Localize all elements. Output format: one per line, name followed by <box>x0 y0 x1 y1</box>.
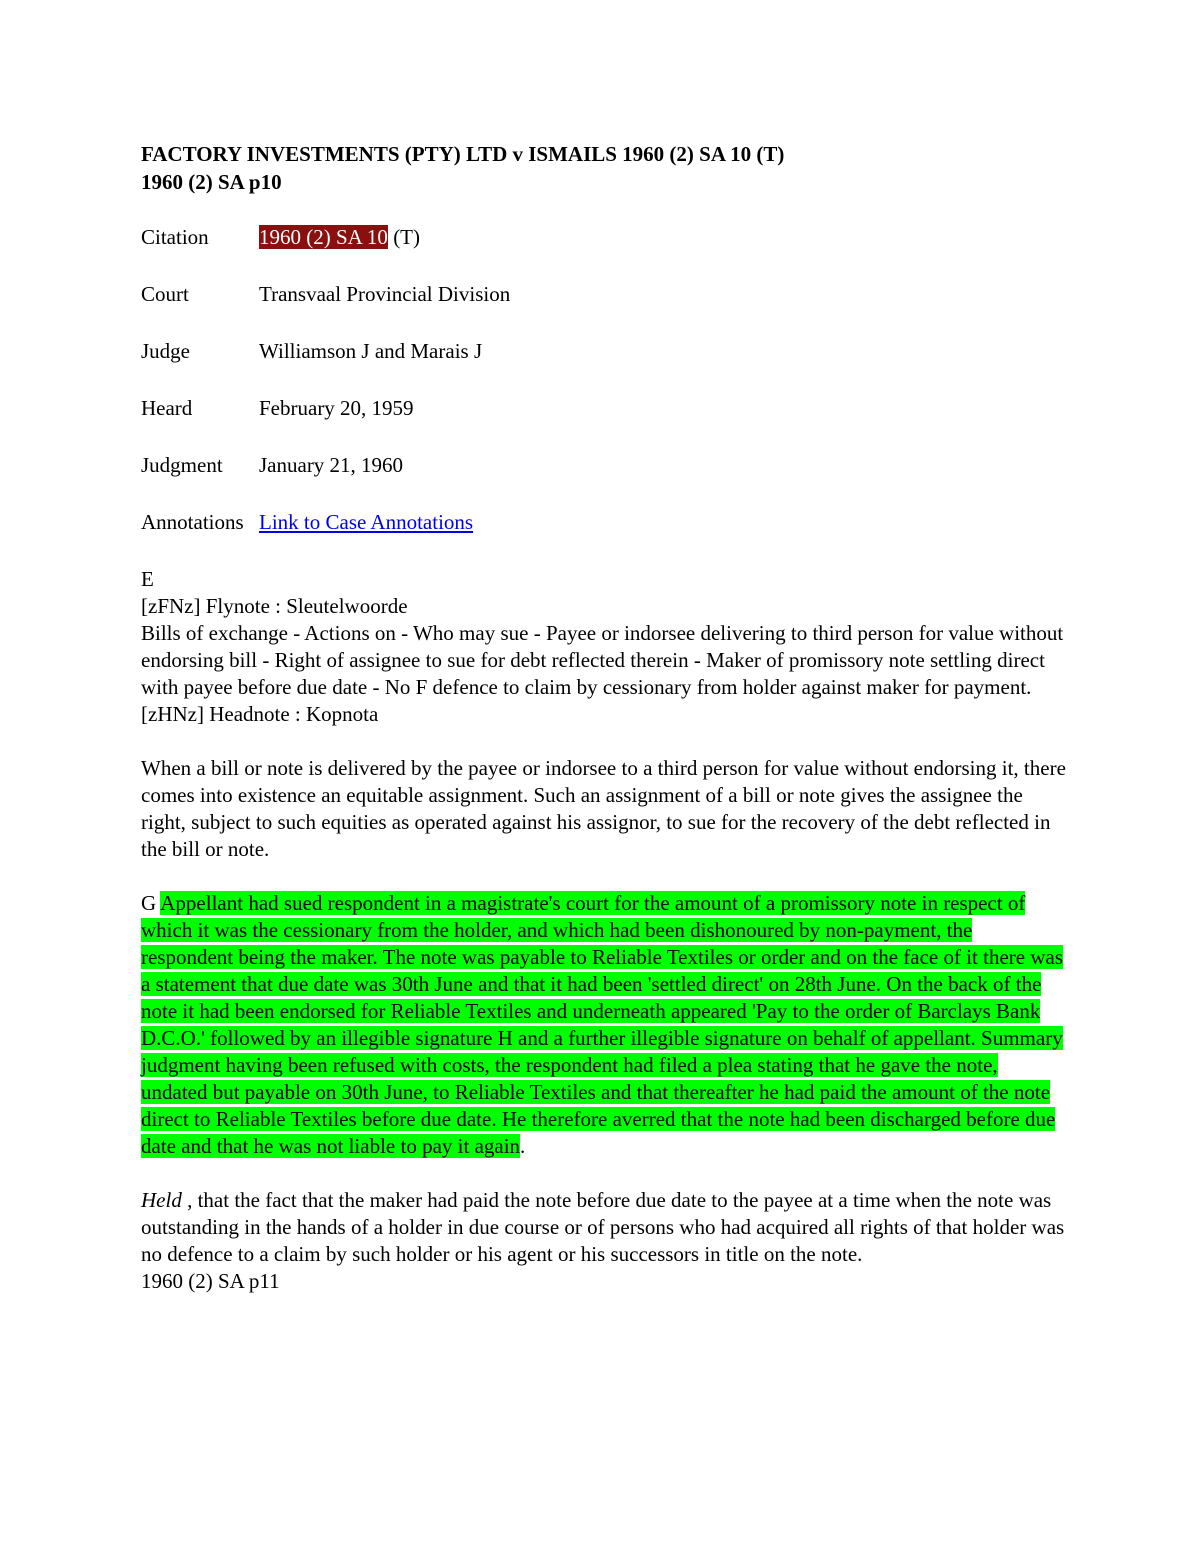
court-row <box>141 281 1066 338</box>
held-paragraph <box>141 1187 1066 1268</box>
margin-marker-g: G <box>141 891 161 915</box>
judge-value: Williamson J and Marais J <box>259 339 483 363</box>
margin-marker-e: E <box>141 567 154 591</box>
citation-suffix: (T) <box>387 225 421 249</box>
case-title <box>141 140 1066 196</box>
judgment-row <box>141 452 1066 509</box>
case-metadata <box>141 224 1066 566</box>
spacer <box>141 728 1066 755</box>
citation-label: Citation <box>141 225 209 249</box>
case-annotations-link[interactable]: Link to Case Annotations <box>259 510 474 534</box>
spacer <box>141 1160 1066 1187</box>
annotations-label: Annotations <box>141 510 244 534</box>
judgment-label: Judgment <box>141 453 223 477</box>
document-page <box>141 140 1066 1295</box>
heard-row <box>141 395 1066 452</box>
judge-label: Judge <box>141 339 190 363</box>
citation-row <box>141 224 1066 281</box>
flynote-text: Bills of exchange - Actions on - Who may sue - Payee or indorsee delivering to third person for value without endorsing bill - Right of assignee to sue for debt reflected therein - Maker of promissory note settling direct with payee before due date - No F defence to claim by cessionary from holder against maker for payment. <box>141 621 1064 699</box>
heard-value: February 20, 1959 <box>259 396 414 420</box>
flynote-heading: [zFNz] Flynote : Sleutelwoorde <box>141 594 408 618</box>
held-text: , that the fact that the maker had paid the note before due date to the payee at a time when the note was outstanding in the hands of a holder in due course or of persons who had acquired all rights of that holder was no defence to a claim by such holder or his agent or his successors in title on the note. <box>141 1188 1065 1266</box>
flynote-section <box>141 566 1066 728</box>
citation-value <box>259 224 420 251</box>
case-title-line: FACTORY INVESTMENTS (PTY) LTD v ISMAILS 1960 (2) SA 10 (T) <box>141 142 785 166</box>
highlighted-trailer: . <box>520 1134 526 1158</box>
citation-highlight: 1960 (2) SA 10 <box>259 225 388 249</box>
headnote-heading: [zHNz] Headnote : Kopnota <box>141 702 379 726</box>
page-marker: 1960 (2) SA p11 <box>141 1269 280 1293</box>
facts-paragraph <box>141 890 1066 1160</box>
headnote-paragraph: When a bill or note is delivered by the payee or indorsee to a third person for value without endorsing it, there comes into existence an equitable assignment. Such an assignment of a bill or note gives the assignee the right, subject to such equities as operated against his assignor, to sue for the recovery of the debt reflected in the bill or note. <box>141 756 1066 861</box>
judgment-value: January 21, 1960 <box>259 453 404 477</box>
spacer <box>141 863 1066 890</box>
annotations-row <box>141 509 1066 566</box>
heard-label: Heard <box>141 396 193 420</box>
court-value: Transvaal Provincial Division <box>259 282 511 306</box>
court-label: Court <box>141 282 189 306</box>
judge-row <box>141 338 1066 395</box>
case-page-reference: 1960 (2) SA p10 <box>141 170 282 194</box>
held-word: Held <box>141 1188 182 1212</box>
highlighted-text: Appellant had sued respondent in a magistrate's court for the amount of a promissory note in respect of which it was the cessionary from the holder, and which had been dishonoured by non-payment, the respondent being the maker. The note was payable to Reliable Textiles or order and on the face of it there was a statement that due date was 30th June and that it had been 'settled direct' on 28th June. On the back of the note it had been endorsed for Reliable Textiles and underneath appeared 'Pay to the order of Barclays Bank D.C.O.' followed by an illegible signature H and a further illegible signature on behalf of appellant. Summary judgment having been refused with costs, the respondent had filed a plea stating that he gave the note, undated but payable on 30th June, to Reliable Textiles and that thereafter he had paid the amount of the note direct to Reliable Textiles before due date. He therefore averred that the note had been discharged before due date and that he was not liable to pay it again <box>141 891 1064 1158</box>
